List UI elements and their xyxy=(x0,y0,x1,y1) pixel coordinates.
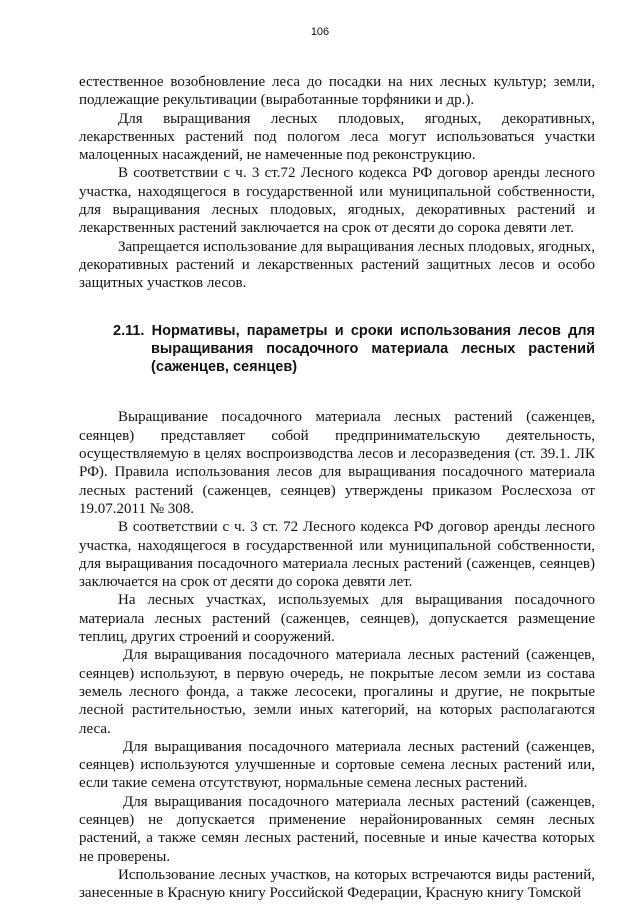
paragraph: Для выращивания лесных плодовых, ягодных, декоративных, лекарственных растений под пологом леса могут использоваться участки малоценных насаждений, не намеченные под реконструкцию. xyxy=(79,110,595,164)
page-number: 106 xyxy=(310,26,330,38)
paragraph: Использование лесных участков, на которых встречаются виды растений, занесенные в Красную книгу Российской Федерации, Красную книгу Томской xyxy=(79,866,595,902)
section-heading: 2.11. Нормативы, параметры и сроки использования лесов для выращивания посадочного материала лесных растений (саженцев, сеянцев) xyxy=(113,322,595,376)
paragraph: естественное возобновление леса до посадки на них лесных культур; земли, подлежащие рекультивации (выработанные торфяники и др.). xyxy=(79,74,595,109)
paragraph: На лесных участках, используемых для выращивания посадочного материала лесных растений (саженцев, сеянцев), допускается размещение теплиц, других строений и сооружений. xyxy=(79,592,595,646)
paragraph: Для выращивания посадочного материала лесных растений (саженцев, сеянцев) используют, в первую очередь, не покрытые лесом земли из состава земель лесного фонда, а также лесосеки, прогалины и другие, не покрытые лесной растительностью, земли иных категорий, на которых располагаются леса. xyxy=(79,647,595,737)
paragraph: Для выращивания посадочного материала лесных растений (саженцев, сеянцев) не допускается применение нерайонированных семян лесных растений, а также семян лесных растений, посевные и иные качества которых не проверены. xyxy=(79,793,595,865)
document-body xyxy=(79,73,595,902)
paragraph: Запрещается использование для выращивания лесных плодовых, ягодных, декоративных растений и лекарственных растений защитных лесов и особо защитных участков лесов. xyxy=(79,238,595,292)
paragraph: В соответствии с ч. 3 ст. 72 Лесного кодекса РФ договор аренды лесного участка, находящегося в государственной или муниципальной собственности, для выращивания посадочного материала лесных растений (саженцев, сеянцев) заключается на срок от десяти до сорока девяти лет. xyxy=(79,519,595,591)
paragraph: В соответствии с ч. 3 ст.72 Лесного кодекса РФ договор аренды лесного участка, находящегося в государственной или муниципальной собственности, для выращивания лесных плодовых, ягодных, декоративных растений и лекарственных растений заключается на срок от десяти до сорока девяти лет. xyxy=(79,165,595,237)
paragraph: Для выращивания посадочного материала лесных растений (саженцев, сеянцев) используются улучшенные и сортовые семена лесных растений или, если такие семена отсутствуют, нормальные семена лесных растений. xyxy=(79,738,595,792)
paragraph: Выращивание посадочного материала лесных растений (саженцев, сеянцев) представляет собой предпринимательскую деятельность, осуществляемую в целях воспроизводства лесов и лесоразведения (ст. 39.1. ЛК РФ). Правила использования лесов для выращивания посадочного материала лесных растений (саженцев, сеянцев) утверждены приказом Рослесхоза от 19.07.2011 № 308. xyxy=(79,409,595,517)
